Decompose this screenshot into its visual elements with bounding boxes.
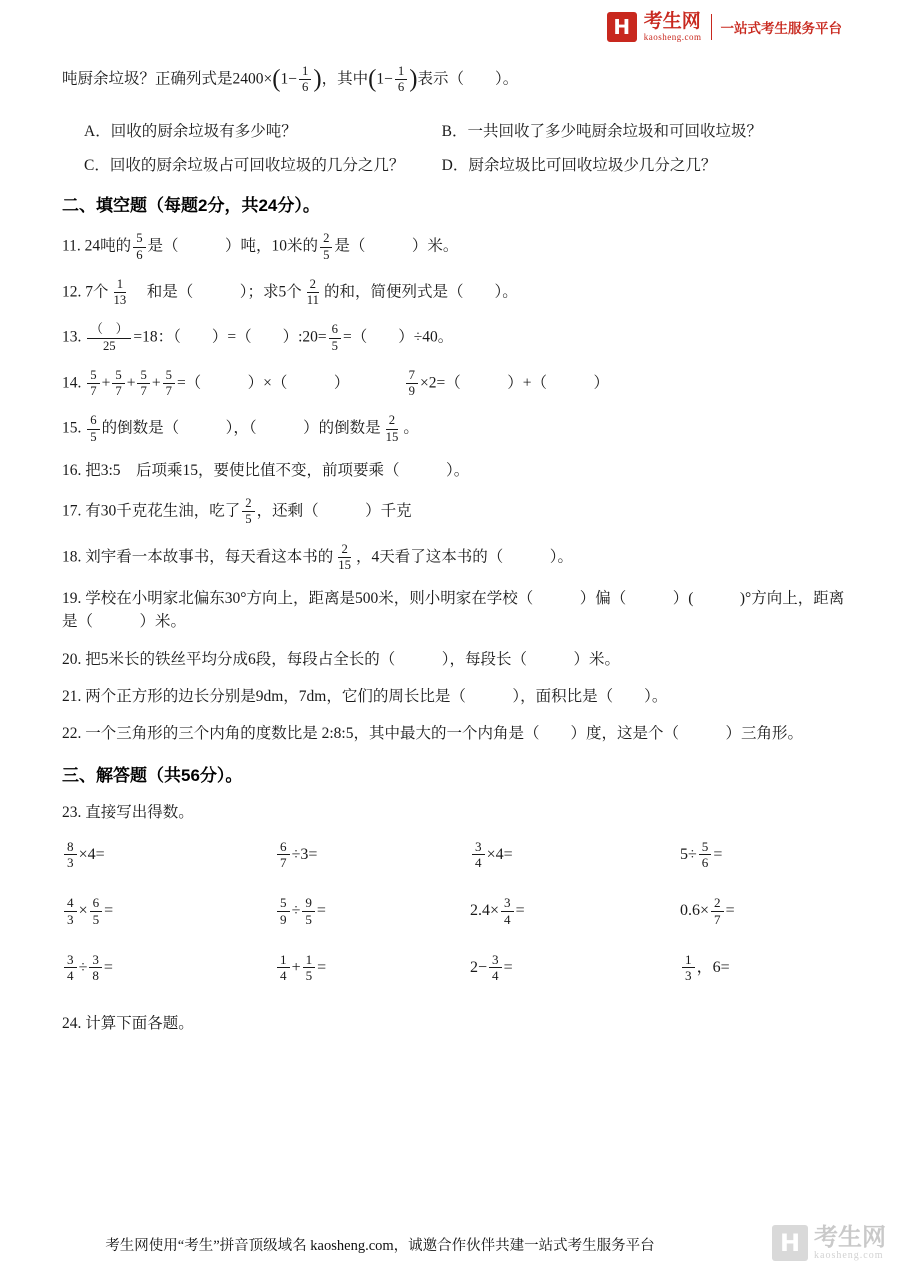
logo-domain-text: kaosheng.com (643, 32, 702, 42)
section-2-title: 二、填空题（每题2分，共24分）。 (62, 196, 320, 216)
fill-item-11: 11. 24吨的 $\frac{5}{6}$ 是（ ）吨，10米的 $\frac{2}{5}$ 是（ ）米。 (62, 231, 459, 262)
option-d: D．厨余垃圾比可回收垃圾少几分之几？ (441, 157, 717, 175)
calc-cell-r3c2: $\frac{1}{4}$ + $\frac{1}{5}$ = (275, 952, 470, 985)
fill-item-20: 20. 把5米长的铁丝平均分成6段，每段占全长的（ ），每段长（ ）米。 (62, 650, 621, 668)
section-3-title: 三、解答题（共56分）。 (62, 766, 243, 786)
calc-cell-r1c1: $\frac{8}{3}$ ×4= (62, 839, 275, 872)
fill-item-16: 16. 把3:5 后项乘15，要使比值不变，前项要乘（ ）。 (62, 461, 470, 479)
calc-cell-r2c2: $\frac{5}{9}$ ÷ $\frac{9}{5}$ = (275, 895, 470, 928)
question-10-stem: 吨厨余垃圾？正确列式是2400×(1− $\frac{1}{6}$ )，其中(1− $\frac{1}{6}$ )表示（ ）。 (62, 64, 519, 95)
footer-text: 考生网使用“考生”拼音顶级域名 kaosheng.com，诚邀合作伙伴共建一站式考生服务平台 (105, 1238, 655, 1254)
calc-cell-r2c4: 0.6× $\frac{2}{7}$ = (680, 895, 735, 927)
logo-text-block (644, 12, 702, 42)
question-23-grid (62, 839, 845, 985)
watermark (772, 1225, 886, 1261)
logo-divider (711, 14, 712, 40)
question-10-options-row-cd (62, 153, 845, 175)
header (607, 12, 842, 42)
option-a: A．回收的厨余垃圾有多少吨？ (84, 123, 297, 141)
logo-brand-name: 考生网 (643, 10, 701, 32)
option-c: C．回收的厨余垃圾占可回收垃圾的几分之几？ (84, 157, 405, 175)
fill-item-17: 17. 有30千克花生油，吃了 $\frac{2}{5}$ ，还剩（ ）千克 (62, 496, 412, 527)
watermark-logo-icon: H (772, 1225, 808, 1261)
calc-cell-r2c3: 2.4× $\frac{3}{4}$ = (470, 895, 525, 927)
watermark-text-block (814, 1225, 886, 1261)
fill-item-13: 13. $\frac{( )}{25}$ =18：（ ）=（ ）:20= $\frac{6}{5}$ =（ ）÷40。 (62, 322, 454, 353)
kaosheng-logo (607, 12, 842, 42)
calc-cell-r1c4: 5÷ $\frac{5}{6}$ = (680, 838, 723, 871)
logo-tagline: 一站式考生服务平台 (720, 21, 842, 37)
fill-item-19: 19. 学校在小明家北偏东30°方向上，距离是500米，则小明家在学校（ ）偏（ ）( )°方向上，距离是（ ）米。 (62, 590, 845, 631)
question-23-label: 23. 直接写出得数。 (62, 804, 194, 822)
watermark-domain-text: kaosheng.com (814, 1250, 884, 1261)
calc-cell-r1c2: $\frac{6}{7}$ ÷3= (275, 839, 470, 872)
fill-item-22: 22. 一个三角形的三个内角的度数比是 2:8:5，其中最大的一个内角是（ ）度，这是个（ ）三角形。 (62, 725, 803, 742)
kaosheng-logo-icon: H (607, 12, 637, 42)
calc-cell-r2c1: $\frac{4}{3}$ × $\frac{6}{5}$ = (62, 895, 275, 928)
calc-cell-r3c4: $\frac{1}{3}$ ，6= (680, 952, 845, 985)
question-24-label: 24. 计算下面各题。 (62, 1015, 194, 1032)
question-10-options-row-ab (62, 119, 845, 141)
calc-cell-r3c1: $\frac{3}{4}$ ÷ $\frac{3}{8}$ = (62, 952, 275, 985)
option-b: B．一共回收了多少吨厨余垃圾和可回收垃圾？ (441, 123, 762, 141)
fill-item-21: 21. 两个正方形的边长分别是9dm，7dm，它们的周长比是（ ），面积比是（ ）。 (62, 687, 668, 705)
fill-item-14: 14. $\frac{5}{7}$ + $\frac{5}{7}$ + $\frac{5}{7}$ + $\frac{5}{7}$ =（ ）×（ ） $\frac{7}{9}$ ×2=（ ）+（ ） (62, 367, 610, 399)
fill-item-18: 18. 刘宇看一本故事书，每天看这本书的 $\frac{2}{15}$ ，4天看了这本书的（ ）。 (62, 541, 573, 572)
calc-cell-r1c3: $\frac{3}{4}$ ×4= (470, 839, 680, 872)
calc-cell-r3c3: 2− $\frac{3}{4}$ = (470, 951, 513, 984)
fill-item-12: 12. 7个 $\frac{1}{13}$ 和是（ ）；求5个 $\frac{2}{11}$ 的和，简便列式是（ ）。 (62, 276, 518, 308)
fill-item-15: 15. $\frac{6}{5}$ 的倒数是（ ），（ ）的倒数是 $\frac{2}{15}$ 。 (62, 413, 419, 444)
watermark-brand-name: 考生网 (814, 1223, 886, 1251)
